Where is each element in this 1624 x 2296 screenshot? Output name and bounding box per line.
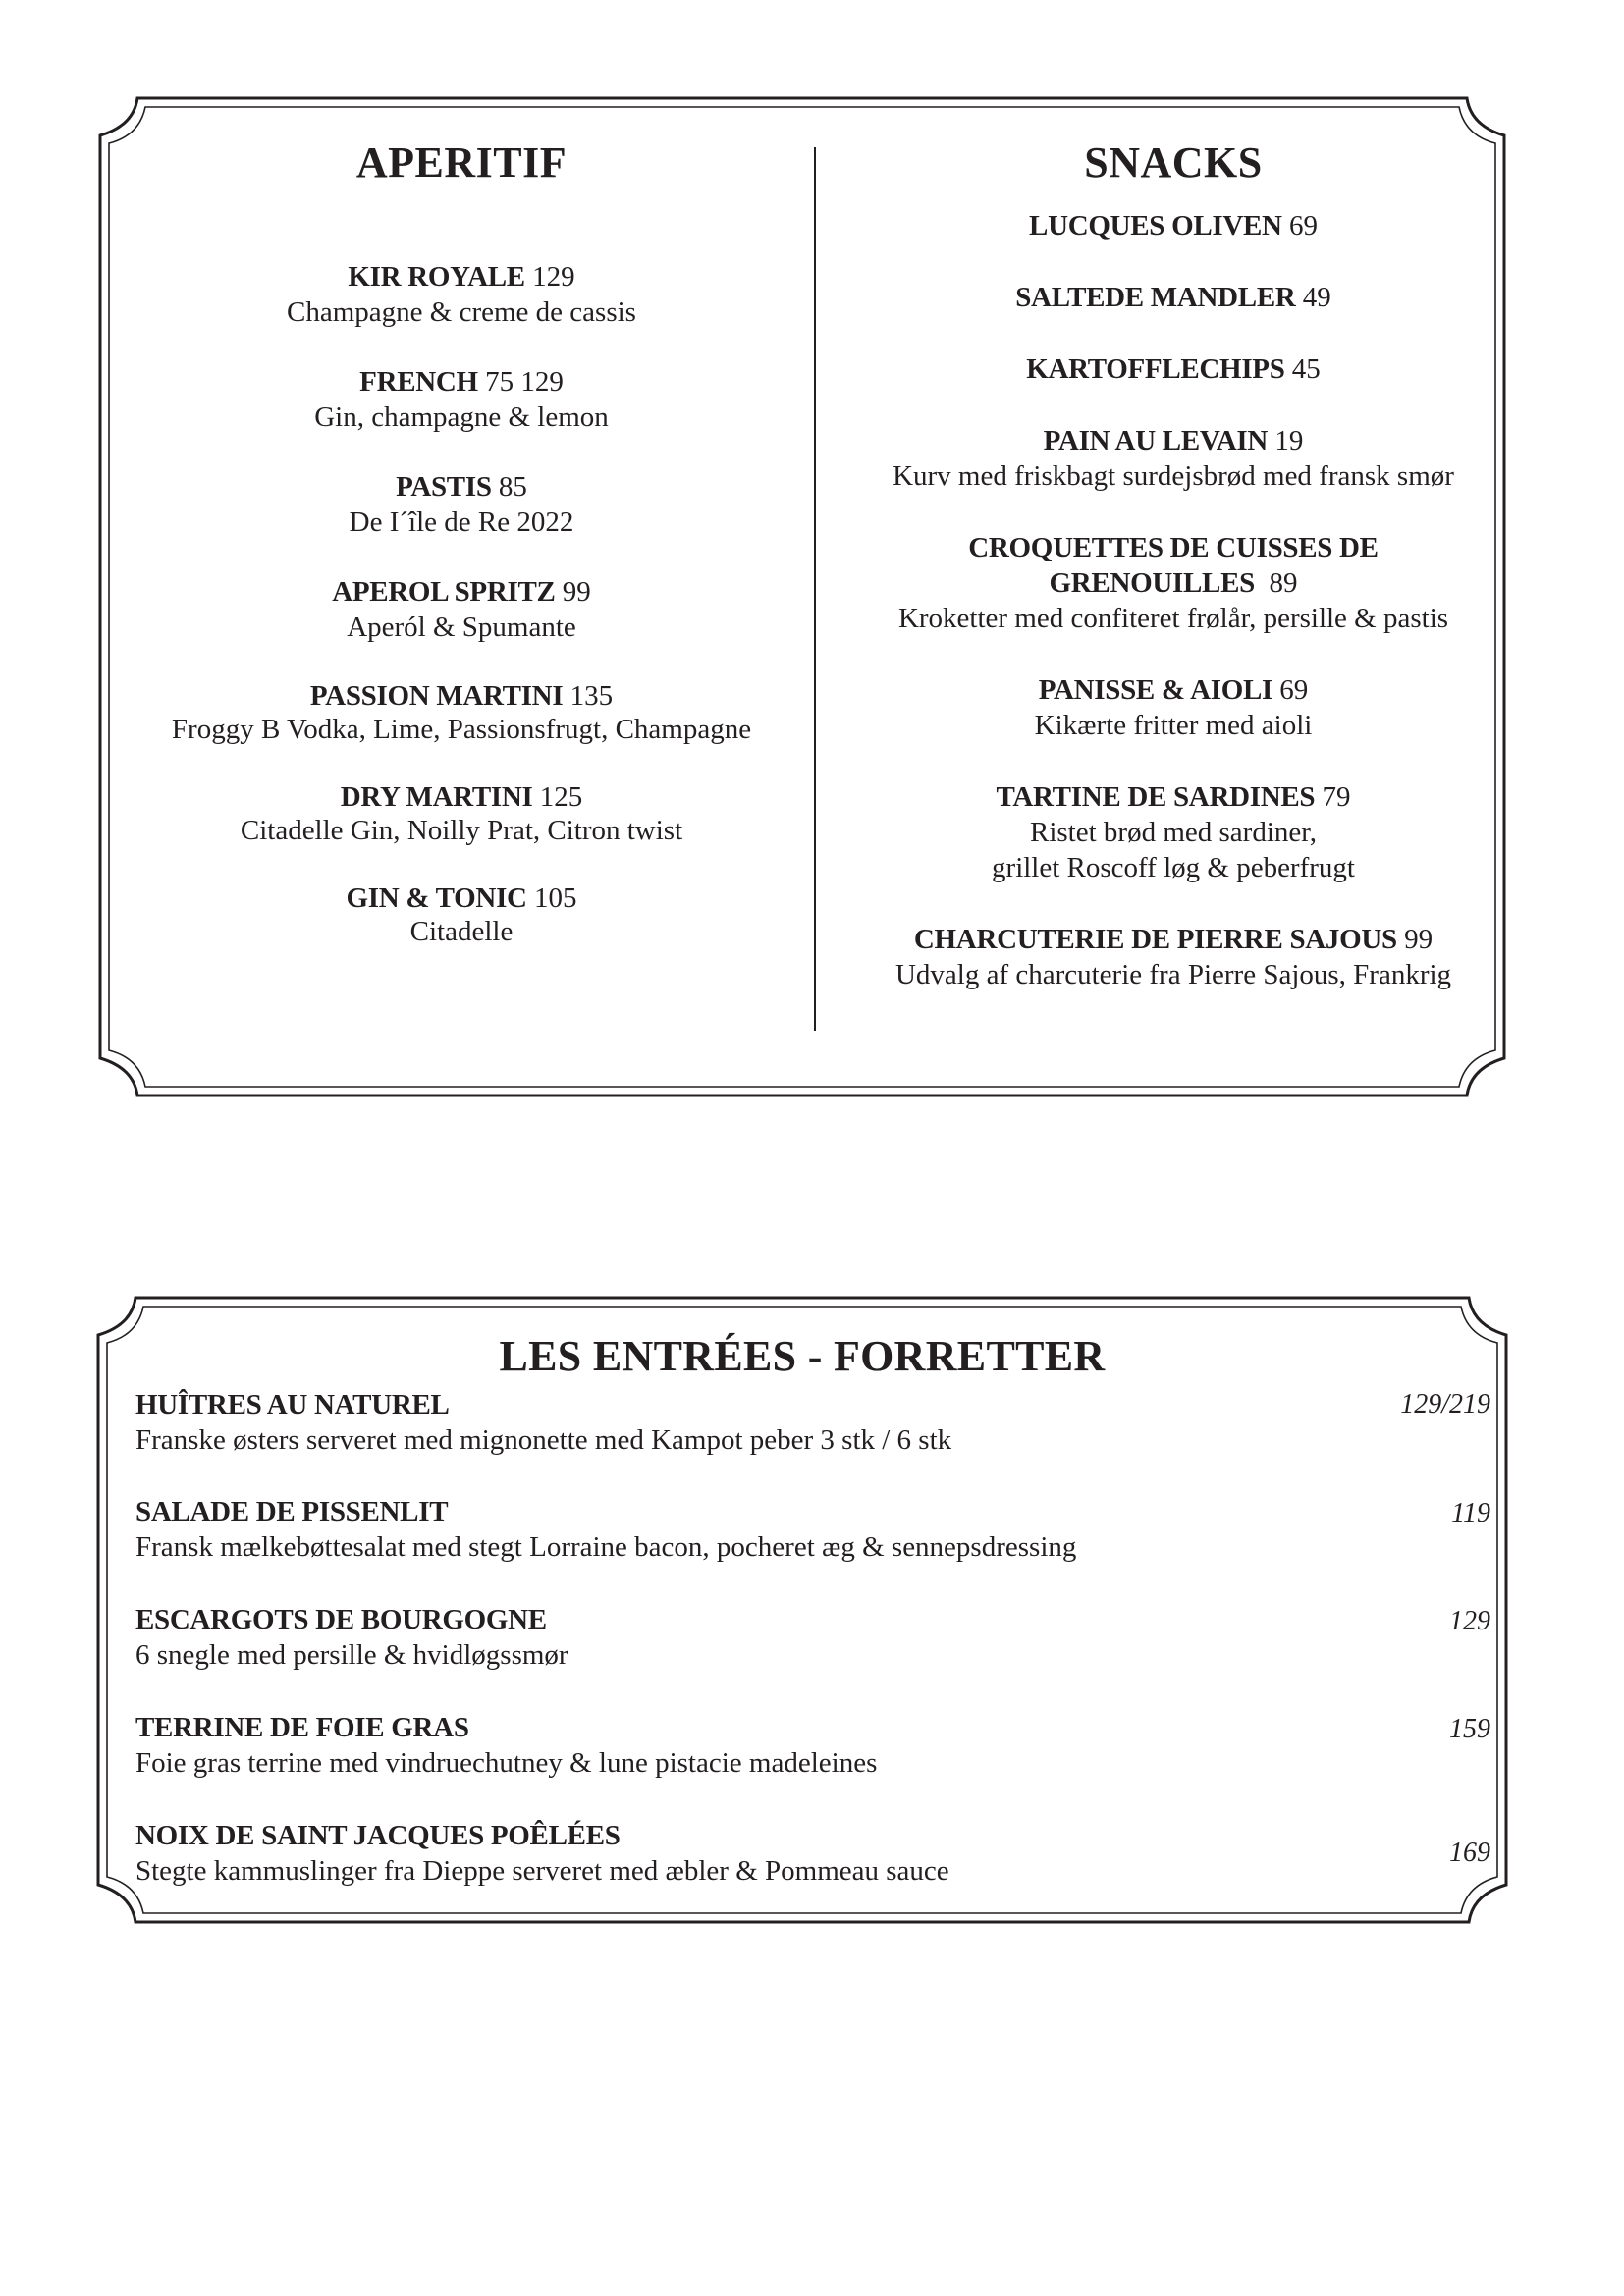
menu-item: TARTINE DE SARDINES 79 Ristet brød med sardiner, grillet Roscoff løg & peberfrugt: [992, 781, 1355, 883]
menu-item: CROQUETTES DE CUISSES DE GRENOUILLES 89 Kroketter med confiteret frølår, persille & pastis: [897, 532, 1449, 634]
snacks-section: [815, 137, 1532, 1029]
menu-item: KARTOFFLECHIPS 45: [1026, 353, 1321, 385]
entree-price: 119: [1451, 1498, 1490, 1528]
snacks-title: SNACKS: [1084, 138, 1263, 187]
entree-name: SALADE DE PISSENLIT: [135, 1496, 449, 1527]
entree-price: 129/219: [1400, 1389, 1490, 1419]
entree-price: 129: [1449, 1606, 1490, 1636]
menu-item: GIN & TONIC 105 Citadelle: [346, 882, 577, 947]
menu-item: SALTEDE MANDLER 49: [1015, 282, 1331, 313]
menu-item: PANISSE & AIOLI 69 Kikærte fritter med aioli: [1034, 674, 1313, 741]
aperitif-title: APERITIF: [355, 138, 568, 187]
menu-item: FRENCH 75 129 Gin, champagne & lemon: [314, 366, 609, 433]
entree-name: TERRINE DE FOIE GRAS: [135, 1712, 469, 1743]
entree-desc: Franske østers serveret med mignonette med Kampot peber 3 stk / 6 stk: [135, 1424, 952, 1456]
entree-item: [135, 1818, 1490, 1889]
entree-price: 159: [1449, 1714, 1490, 1744]
menu-item: LUCQUES OLIVEN 69: [1029, 210, 1318, 241]
menu-item: CHARCUTERIE DE PIERRE SAJOUS 99 Udvalg af charcuterie fra Pierre Sajous, Frankrig: [894, 924, 1452, 990]
entree-desc: Foie gras terrine med vindruechutney & lune pistacie madeleines: [135, 1747, 878, 1779]
menu-item: PAIN AU LEVAIN 19 Kurv med friskbagt surdejsbrød med fransk smør: [893, 425, 1454, 492]
entree-item: [135, 1602, 1490, 1673]
entree-name: NOIX DE SAINT JACQUES POÊLÉES: [135, 1820, 621, 1851]
entree-item: [135, 1710, 1490, 1781]
entree-name: ESCARGOTS DE BOURGOGNE: [135, 1604, 547, 1635]
aperitif-section: [98, 137, 825, 983]
entree-item: [135, 1494, 1490, 1565]
entree-item: [135, 1387, 1490, 1458]
entree-name: HUÎTRES AU NATUREL: [135, 1389, 450, 1420]
entree-price: 169: [1449, 1838, 1490, 1868]
menu-item: KIR ROYALE 129 Champagne & creme de cassis: [287, 261, 636, 328]
menu-item: PASSION MARTINI 135 Froggy B Vodka, Lime, Passionsfrugt, Champagne: [171, 680, 752, 745]
entree-desc: 6 snegle med persille & hvidløgssmør: [135, 1639, 568, 1671]
menu-item: APEROL SPRITZ 99 Aperól & Spumante: [332, 576, 591, 643]
entree-desc: Fransk mælkebøttesalat med stegt Lorraine bacon, pocheret æg & sennepsdressing: [135, 1531, 1077, 1563]
entrees-title: LES ENTRÉES - FORRETTER: [499, 1332, 1106, 1380]
menu-item: PASTIS 85 De I´île de Re 2022: [349, 471, 574, 538]
menu-item: DRY MARTINI 125 Citadelle Gin, Noilly Prat, Citron twist: [240, 781, 683, 846]
entree-desc: Stegte kammuslinger fra Dieppe serveret med æbler & Pommeau sauce: [135, 1855, 949, 1887]
